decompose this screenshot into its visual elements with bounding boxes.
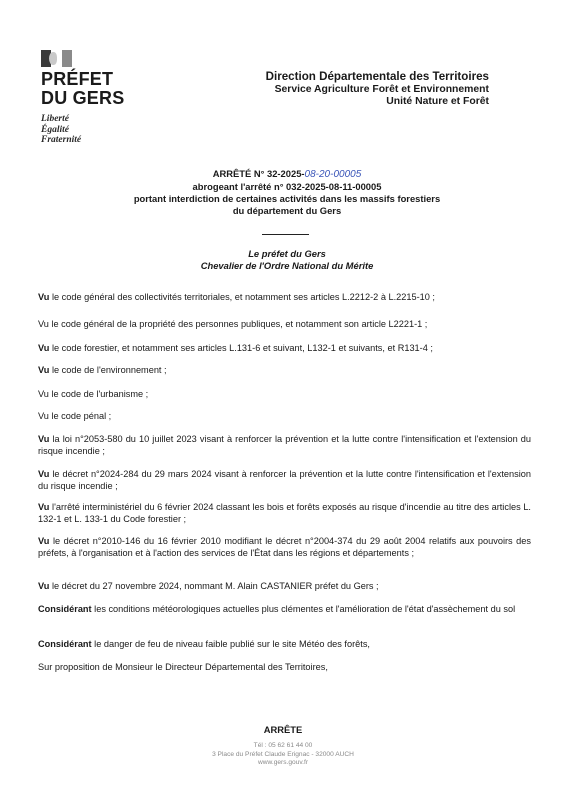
clause: Vu le code de l'environnement ;	[38, 365, 167, 375]
clause: Considérant le danger de feu de niveau faible publié sur le site Météo des forêts,	[38, 639, 370, 649]
clause: Vu le code de l'urbanisme ;	[38, 389, 149, 399]
arrete-number: ARRÊTÉ N° 32-2025-08-20-00005	[212, 168, 362, 180]
clause: Vu le décret n°2024-284 du 29 mars 2024 visant à renforcer la prévention et la lutte contre l'intensification et l'extension du risque incendie ;	[38, 469, 531, 491]
clause: Vu le code forestier, et notamment ses articles L.131-6 et suivant, L132-1 et suivants, et R131-4 ;	[38, 343, 433, 353]
clause: Vu l'arrêté interministériel du 6 février 2024 classant les bois et forêts exposés au risque d'incendie au titre des articles L. 132-1 et L. 133-1 du Code forestier ;	[38, 502, 531, 524]
title-line-3: portant interdiction de certaines activités dans les massifs forestiers	[133, 193, 441, 204]
clause: Vu le décret n°2010-146 du 16 février 2010 modifiant le décret n°2004-374 du 29 août 2004 relatifs aux pouvoirs des préfets, à l'organisation et à l'action des services de l'État dans les régions et départements ;	[38, 536, 531, 558]
service-sub: Service Agriculture Forêt et Environnement	[274, 83, 489, 95]
footer-website: www.gers.gouv.fr	[257, 759, 309, 767]
issuing-service	[266, 71, 489, 109]
marianne-flag-icon	[41, 50, 72, 67]
footer-address: 3 Place du Préfet Claude Erignac - 32000 AUCH	[212, 750, 354, 758]
clause: Vu le code pénal ;	[38, 411, 112, 421]
signatory-line-1: Le préfet du Gers	[248, 248, 326, 259]
arrete-heading: ARRÊTE	[263, 724, 303, 735]
title-separator	[262, 234, 309, 235]
clause: Sur proposition de Monsieur le Directeur Départemental des Territoires,	[38, 662, 328, 672]
arrete-title	[40, 168, 534, 217]
service-main: Direction Départementale des Territoires	[265, 70, 489, 83]
prefet-title: PRÉFET DU GERS	[41, 69, 125, 108]
signatory	[40, 248, 534, 272]
clause: Vu le code général de la propriété des personnes publiques, et notamment son article L2221-1 ;	[38, 319, 428, 329]
clause: Vu le décret du 27 novembre 2024, nommant M. Alain CASTANIER préfet du Gers ;	[38, 581, 379, 591]
handwritten-number: 08-20-00005	[304, 169, 362, 180]
clause: Vu le code général des collectivités territoriales, et notamment ses articles L.2212-2 à L.2215-10 ;	[38, 292, 435, 302]
clause: Considérant les conditions météorologiques actuelles plus clémentes et l'amélioration de l'état d'assèchement du sol	[38, 604, 516, 614]
signatory-line-2: Chevalier de l'Ordre National du Mérite	[200, 260, 374, 271]
clause: Vu la loi n°2053-580 du 10 juillet 2023 visant à renforcer la prévention et la lutte contre l'intensification et l'extension du risque incendie ;	[38, 434, 531, 456]
title-line-4: du département du Gers	[232, 205, 342, 216]
service-unit: Unité Nature et Forêt	[386, 96, 489, 107]
title-line-2: abrogeant l'arrêté n° 032-2025-08-11-00005	[192, 181, 382, 192]
footer-tel: Tél : 05 62 61 44 00	[253, 742, 313, 749]
devise: Liberté Égalité Fraternité	[41, 114, 82, 145]
footer	[0, 742, 566, 768]
